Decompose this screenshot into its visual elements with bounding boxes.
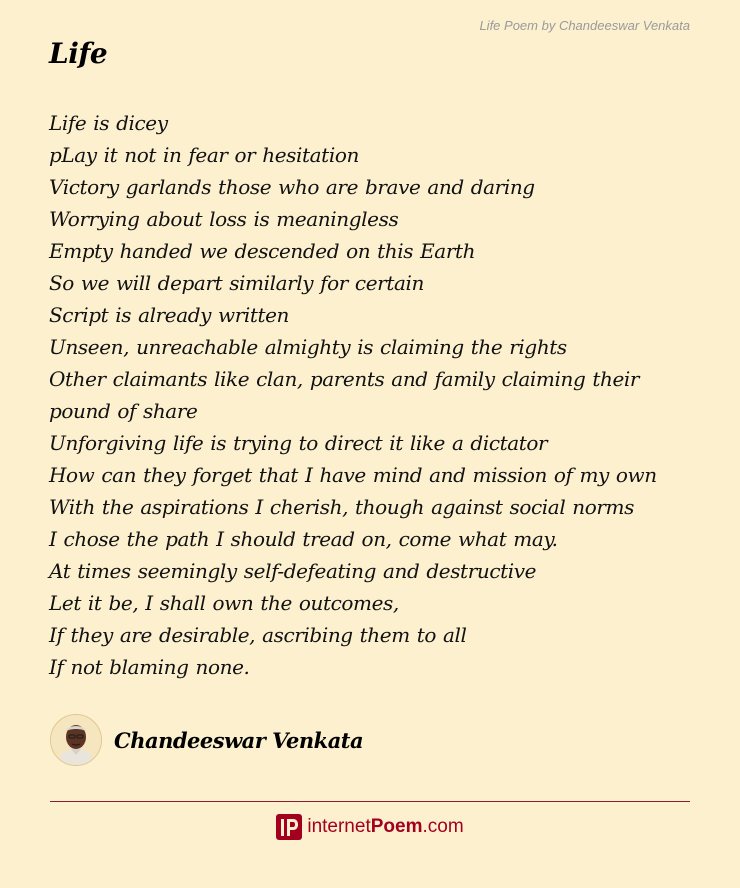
poem-line: Unseen, unreachable almighty is claiming the rights bbox=[49, 335, 567, 359]
poem-line: Let it be, I shall own the outcomes, bbox=[49, 591, 399, 615]
brand-wordmark[interactable] bbox=[307, 816, 463, 838]
poem-line: I chose the path I should tread on, come what may. bbox=[49, 527, 558, 551]
poem-credit: Life Poem by Chandeeswar Venkata bbox=[479, 18, 690, 33]
poem-line: So we will depart similarly for certain bbox=[49, 271, 424, 295]
author-block[interactable] bbox=[50, 714, 363, 766]
poem-line: If not blaming none. bbox=[49, 655, 250, 679]
poem-line: Worrying about loss is meaningless bbox=[49, 207, 399, 231]
internetpoem-logo-icon bbox=[276, 814, 302, 840]
poem-line: Other claimants like clan, parents and family claiming their pound of share bbox=[49, 367, 640, 423]
poem-line: How can they forget that I have mind and mission of my own bbox=[49, 463, 657, 487]
poem-line: If they are desirable, ascribing them to all bbox=[49, 623, 467, 647]
author-avatar[interactable] bbox=[50, 714, 102, 766]
footer-divider bbox=[50, 801, 690, 802]
poem-line: Script is already written bbox=[49, 303, 290, 327]
footer-brand[interactable] bbox=[0, 814, 740, 840]
poem-line: pLay it not in fear or hesitation bbox=[49, 143, 359, 167]
brand-suffix: .com bbox=[422, 816, 464, 837]
poem-line: Empty handed we descended on this Earth bbox=[49, 239, 476, 263]
poem-line: Victory garlands those who are brave and daring bbox=[49, 175, 535, 199]
avatar-portrait-icon bbox=[51, 715, 101, 765]
brand-bold: Poem bbox=[370, 816, 423, 837]
poem-line: With the aspirations I cherish, though against social norms bbox=[49, 495, 634, 519]
poem-line: Unforgiving life is trying to direct it like a dictator bbox=[49, 431, 548, 455]
poem-body bbox=[49, 107, 689, 683]
brand-prefix: internet bbox=[307, 816, 371, 837]
poem-line: At times seemingly self-defeating and destructive bbox=[49, 559, 537, 583]
poem-line: Life is dicey bbox=[49, 111, 168, 135]
poem-title: Life bbox=[49, 37, 108, 70]
author-name[interactable]: Chandeeswar Venkata bbox=[114, 727, 364, 753]
